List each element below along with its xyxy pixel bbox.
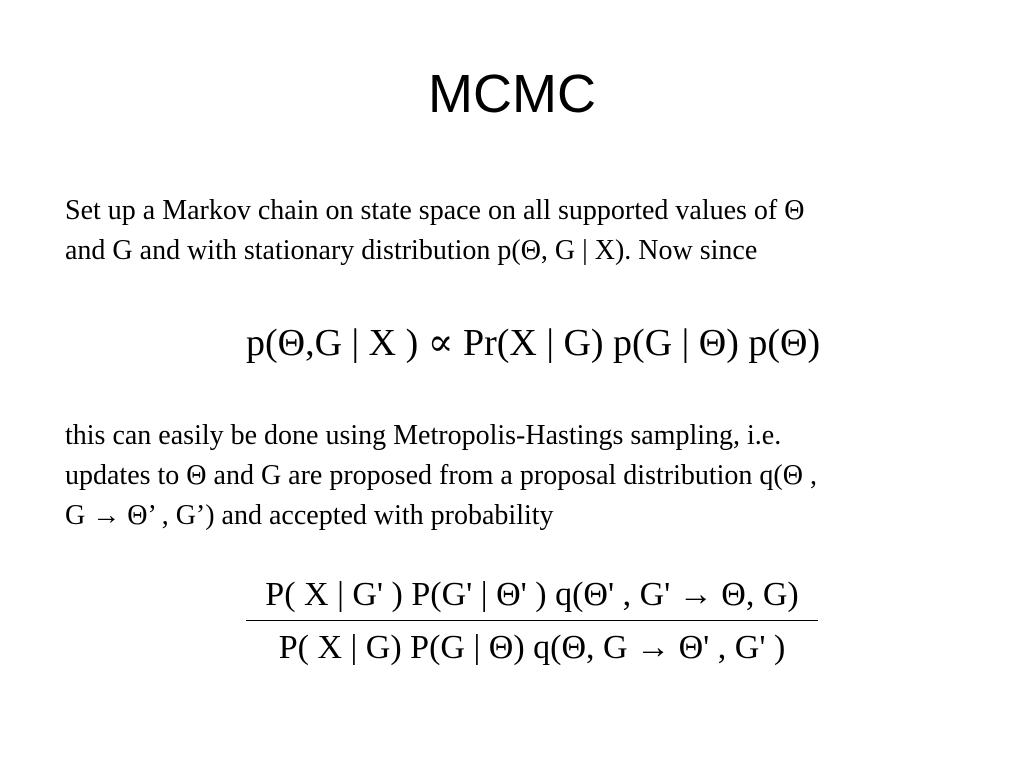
intro-paragraph [65,191,995,271]
fraction-bar [246,620,818,621]
slide-title: MCMC [428,64,596,124]
mh-line-3: G → Θ’ , G’) and accepted with probability [65,500,554,531]
intro-line-1: Set up a Markov chain on state space on all supported values of Θ [65,195,805,226]
fraction-numerator: P( X | G' ) P(G' | Θ' ) q(Θ' , G' → Θ, G) [265,576,799,613]
fraction-denominator: P( X | G) P(G | Θ) q(Θ, G → Θ' , G' ) [278,629,786,666]
metropolis-hastings-paragraph [65,416,995,536]
posterior-proportionality-equation: p(Θ,G | X ) ∝ Pr(X | G) p(G | Θ) p(Θ) [246,322,821,364]
acceptance-probability-fraction [246,572,818,671]
mh-line-2: updates to Θ and G are proposed from a proposal distribution q(Θ , [65,460,817,491]
intro-line-2: and G and with stationary distribution p(Θ, G | X). Now since [65,235,758,266]
mh-line-1: this can easily be done using Metropolis-Hastings sampling, i.e. [65,420,782,451]
